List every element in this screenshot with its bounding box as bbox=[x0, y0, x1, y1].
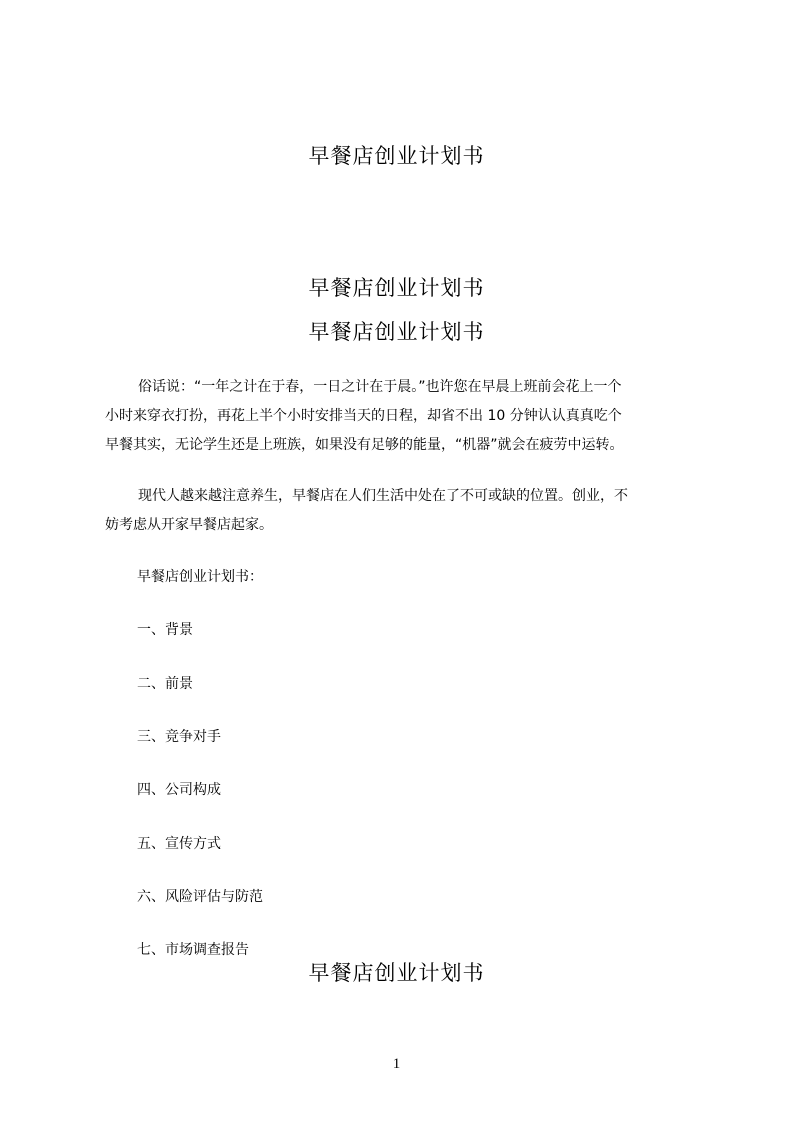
outline-heading: 早餐店创业计划书： bbox=[137, 569, 263, 585]
section-title-repeat: 早餐店创业计划书 bbox=[308, 961, 485, 985]
section-subtitle: 早餐店创业计划书 bbox=[308, 320, 485, 344]
page-number: 1 bbox=[392, 1056, 401, 1072]
outline-item: 五、宣传方式 bbox=[137, 836, 221, 852]
outline-item: 三、竞争对手 bbox=[137, 729, 221, 745]
intro-line: 早餐其实，无论学生还是上班族，如果没有足够的能量，“机器”就会在疲劳中运转。 bbox=[105, 437, 624, 453]
document-title: 早餐店创业计划书 bbox=[308, 144, 485, 168]
outline-item: 四、公司构成 bbox=[137, 782, 221, 798]
outline-item: 一、背景 bbox=[137, 622, 193, 638]
intro-paragraph bbox=[105, 373, 703, 460]
trend-line: 妨考虑从开家早餐店起家。 bbox=[105, 517, 273, 533]
outline-item: 七、市场调查报告 bbox=[137, 942, 249, 958]
section-title: 早餐店创业计划书 bbox=[308, 276, 485, 300]
intro-line: 小时来穿衣打扮，再花上半个小时安排当天的日程，却省不出 10 分钟认认真真吃个 bbox=[105, 408, 622, 424]
trend-paragraph bbox=[105, 482, 703, 540]
outline-item: 二、前景 bbox=[137, 676, 193, 692]
outline-item: 六、风险评估与防范 bbox=[137, 889, 263, 905]
intro-line: 俗话说：“一年之计在于春，一日之计在于晨。”也许您在早晨上班前会花上一个 bbox=[138, 379, 622, 395]
trend-line: 现代人越来越注意养生，早餐店在人们生活中处在了不可或缺的位置。创业，不 bbox=[138, 488, 628, 504]
